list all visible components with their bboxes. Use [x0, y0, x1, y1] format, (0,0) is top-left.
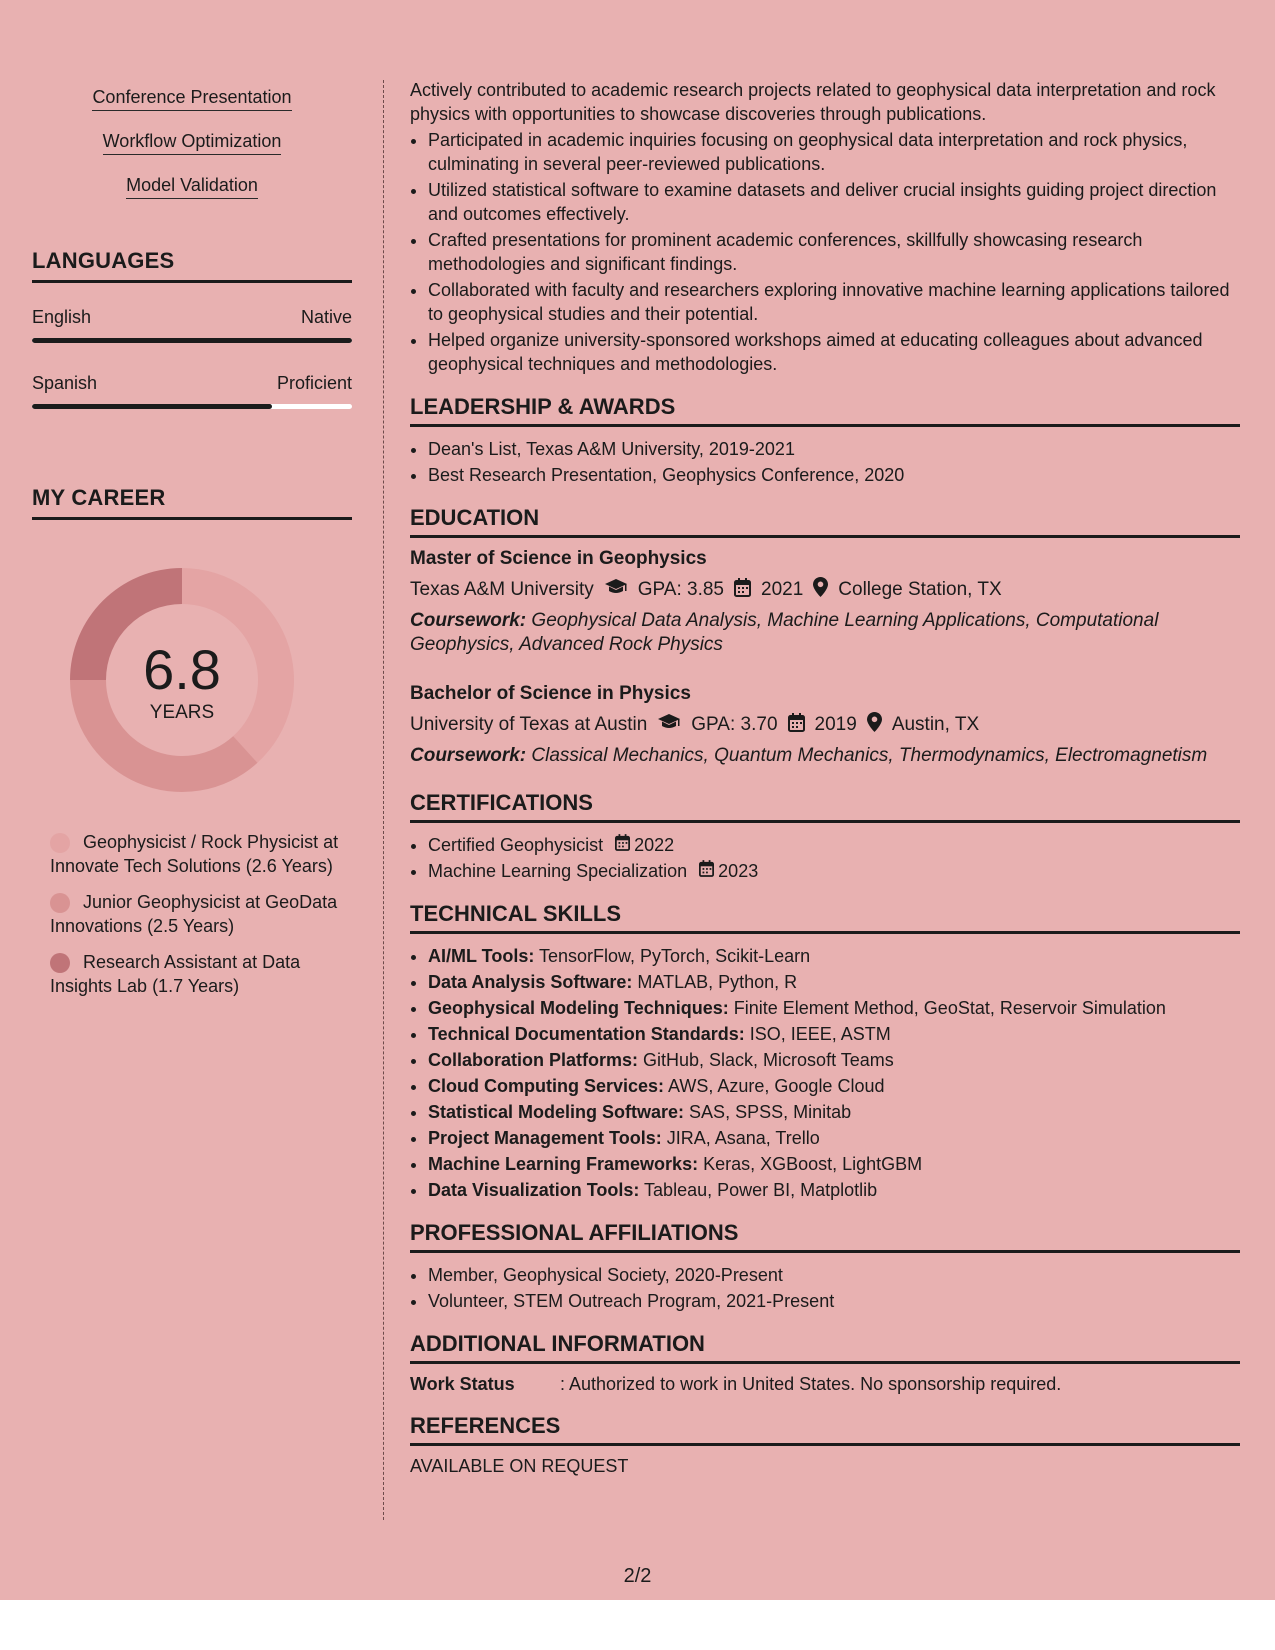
skill-item: [428, 1178, 1240, 1202]
degree-title: Master of Science in Geophysics: [410, 548, 707, 569]
languages-section: [32, 248, 352, 409]
language-row: [32, 307, 352, 328]
coursework: [410, 609, 1240, 657]
language-bar-fill: [32, 404, 272, 409]
experience-bullet: • Utilized statistical software to examine datasets and deliver crucial insights guiding project direction and outcomes effectively.: [428, 178, 1240, 226]
graduation-year: 2019: [814, 714, 857, 735]
work-status-label: Work Status: [410, 1374, 515, 1394]
coursework-text: Classical Mechanics, Quantum Mechanics, Thermodynamics, Electromagnetism: [526, 745, 1208, 766]
certifications-title: CERTIFICATIONS: [410, 790, 1240, 823]
skill-category: Statistical Modeling Software:: [428, 1102, 685, 1122]
school-location: College Station, TX: [838, 579, 1002, 600]
certification-item: [428, 833, 1240, 857]
calendar-icon: [734, 578, 751, 603]
donut-center: [62, 560, 302, 800]
career-legend-label: Research Assistant at Data Insights Lab (1.7 Years): [50, 952, 301, 996]
career-legend-label: Junior Geophysicist at GeoData Innovations (2.5 Years): [50, 892, 338, 936]
skill-category: Collaboration Platforms:: [428, 1050, 639, 1070]
graduation-year: 2021: [761, 579, 804, 600]
skill-item: [428, 1022, 1240, 1046]
experience-bullet: • Participated in academic inquiries focusing on geophysical data interpretation and rock physics, culminating in several peer-reviewed publications.: [428, 128, 1240, 176]
skill-item: [428, 1074, 1240, 1098]
leadership-list: [410, 437, 1240, 487]
skill-values: AWS, Azure, Google Cloud: [664, 1076, 885, 1096]
skill-item: [428, 1100, 1240, 1124]
skill-item: [428, 1126, 1240, 1150]
language-bar: [32, 404, 352, 409]
experience-bullet: • Crafted presentations for prominent academic conferences, skillfully showcasing research methodologies and significant findings.: [428, 228, 1240, 276]
language-name: English: [32, 307, 92, 327]
language-bar-fill: [32, 338, 352, 343]
calendar-icon: [615, 833, 630, 857]
affiliations-list: [410, 1263, 1240, 1313]
skill-category: AI/ML Tools:: [428, 946, 535, 966]
legend-dot: [50, 833, 70, 853]
graduation-cap-icon: [657, 713, 681, 737]
career-legend: [32, 830, 352, 998]
skill-category: Technical Documentation Standards:: [428, 1024, 745, 1044]
school-name: Texas A&M University: [410, 579, 594, 600]
certification-name: • Machine Learning Specialization: [428, 861, 688, 881]
education-entry: [410, 548, 1240, 657]
skill-links: [32, 86, 352, 218]
skill-item: [428, 996, 1240, 1020]
education-meta: [410, 577, 1240, 603]
career-section: [32, 485, 352, 998]
language-level: Proficient: [276, 373, 352, 393]
career-years-unit: YEARS: [149, 702, 215, 723]
skill-values: GitHub, Slack, Microsoft Teams: [638, 1050, 894, 1070]
career-total-years: 6.8: [143, 638, 221, 701]
certification-item: [428, 859, 1240, 883]
affiliation-item: • Member, Geophysical Society, 2020-Present: [428, 1263, 1240, 1287]
skill-values: Tableau, Power BI, Matplotlib: [639, 1180, 878, 1200]
career-title: MY CAREER: [32, 485, 352, 520]
skill-values: ISO, IEEE, ASTM: [744, 1024, 891, 1044]
school-location: Austin, TX: [891, 714, 980, 735]
certification-name: • Certified Geophysicist: [428, 835, 604, 855]
references-text: AVAILABLE ON REQUEST: [410, 1456, 629, 1476]
experience-summary: Actively contributed to academic research projects related to geophysical data interpretation and rock physics with opportunities to showcase discoveries through publications.: [410, 80, 1216, 124]
languages-title: LANGUAGES: [32, 248, 352, 283]
technical-skills-list: [410, 944, 1240, 1202]
gpa: GPA: 3.70: [691, 714, 778, 735]
column-divider: [383, 80, 384, 1520]
education-title: EDUCATION: [410, 505, 1240, 538]
left-column: [32, 86, 352, 1010]
leadership-item: • Dean's List, Texas A&M University, 2019-2021: [428, 437, 1240, 461]
affiliations-title: PROFESSIONAL AFFILIATIONS: [410, 1220, 1240, 1253]
technical-skills-title: TECHNICAL SKILLS: [410, 901, 1240, 934]
career-legend-item: [50, 830, 352, 878]
coursework-label: Coursework:: [410, 610, 527, 631]
skill-values: TensorFlow, PyTorch, Scikit-Learn: [534, 946, 811, 966]
certification-year: 2022: [634, 835, 675, 855]
experience-bullet: • Helped organize university-sponsored workshops aimed at educating colleagues about advanced geophysical techniques and methodologies.: [428, 328, 1240, 376]
school-name: University of Texas at Austin: [410, 714, 648, 735]
skill-link[interactable]: Model Validation: [126, 174, 258, 199]
skill-category: Project Management Tools:: [428, 1128, 662, 1148]
career-legend-item: [50, 890, 352, 938]
career-donut-chart: [62, 560, 302, 800]
right-column: [410, 78, 1240, 1477]
experience-bullet: • Collaborated with faculty and researchers exploring innovative machine learning applications tailored to geophysical studies and their potential.: [428, 278, 1240, 326]
education-entry: [410, 683, 1240, 768]
skill-category: Data Analysis Software:: [428, 972, 633, 992]
graduation-cap-icon: [604, 578, 628, 602]
map-pin-icon: [813, 577, 828, 603]
calendar-icon: [699, 859, 714, 883]
legend-dot: [50, 953, 70, 973]
language-name: Spanish: [32, 373, 98, 393]
additional-info-title: ADDITIONAL INFORMATION: [410, 1331, 1240, 1364]
education-meta: [410, 712, 1240, 738]
coursework-label: Coursework:: [410, 745, 527, 766]
skill-values: MATLAB, Python, R: [632, 972, 798, 992]
work-status-value: : Authorized to work in United States. No sponsorship required.: [560, 1374, 1062, 1394]
gpa: GPA: 3.85: [637, 579, 724, 600]
skill-category: Machine Learning Frameworks:: [428, 1154, 699, 1174]
page-number: 2/2: [623, 1565, 652, 1587]
coursework: [410, 744, 1240, 768]
career-legend-label: Geophysicist / Rock Physicist at Innovate Tech Solutions (2.6 Years): [50, 832, 339, 876]
references-title: REFERENCES: [410, 1413, 1240, 1446]
affiliation-item: • Volunteer, STEM Outreach Program, 2021-Present: [428, 1289, 1240, 1313]
skill-item: [428, 970, 1240, 994]
leadership-item: • Best Research Presentation, Geophysics Conference, 2020: [428, 463, 1240, 487]
leadership-title: LEADERSHIP & AWARDS: [410, 394, 1240, 427]
experience-bullets: [410, 128, 1240, 376]
skill-values: Finite Element Method, GeoStat, Reservoir Simulation: [728, 998, 1166, 1018]
certification-year: 2023: [718, 861, 759, 881]
skill-item: [428, 1048, 1240, 1072]
language-level: Native: [300, 307, 352, 327]
skill-link[interactable]: Workflow Optimization: [103, 130, 282, 155]
skill-values: JIRA, Asana, Trello: [661, 1128, 820, 1148]
certifications-list: [410, 833, 1240, 883]
skill-values: SAS, SPSS, Minitab: [684, 1102, 852, 1122]
coursework-text: Geophysical Data Analysis, Machine Learning Applications, Computational Geophysics, Advanced Rock Physics: [410, 610, 1159, 655]
skill-category: Data Visualization Tools:: [428, 1180, 640, 1200]
legend-dot: [50, 893, 70, 913]
skill-link[interactable]: Conference Presentation: [92, 86, 291, 111]
skill-values: Keras, XGBoost, LightGBM: [698, 1154, 923, 1174]
skill-item: [428, 1152, 1240, 1176]
work-status-row: [410, 1374, 1240, 1395]
skill-item: [428, 944, 1240, 968]
language-row: [32, 373, 352, 394]
calendar-icon: [788, 713, 805, 738]
career-legend-item: [50, 950, 352, 998]
degree-title: Bachelor of Science in Physics: [410, 683, 691, 704]
skill-category: Geophysical Modeling Techniques:: [428, 998, 729, 1018]
skill-category: Cloud Computing Services:: [428, 1076, 665, 1096]
map-pin-icon: [867, 712, 882, 738]
language-bar: [32, 338, 352, 343]
